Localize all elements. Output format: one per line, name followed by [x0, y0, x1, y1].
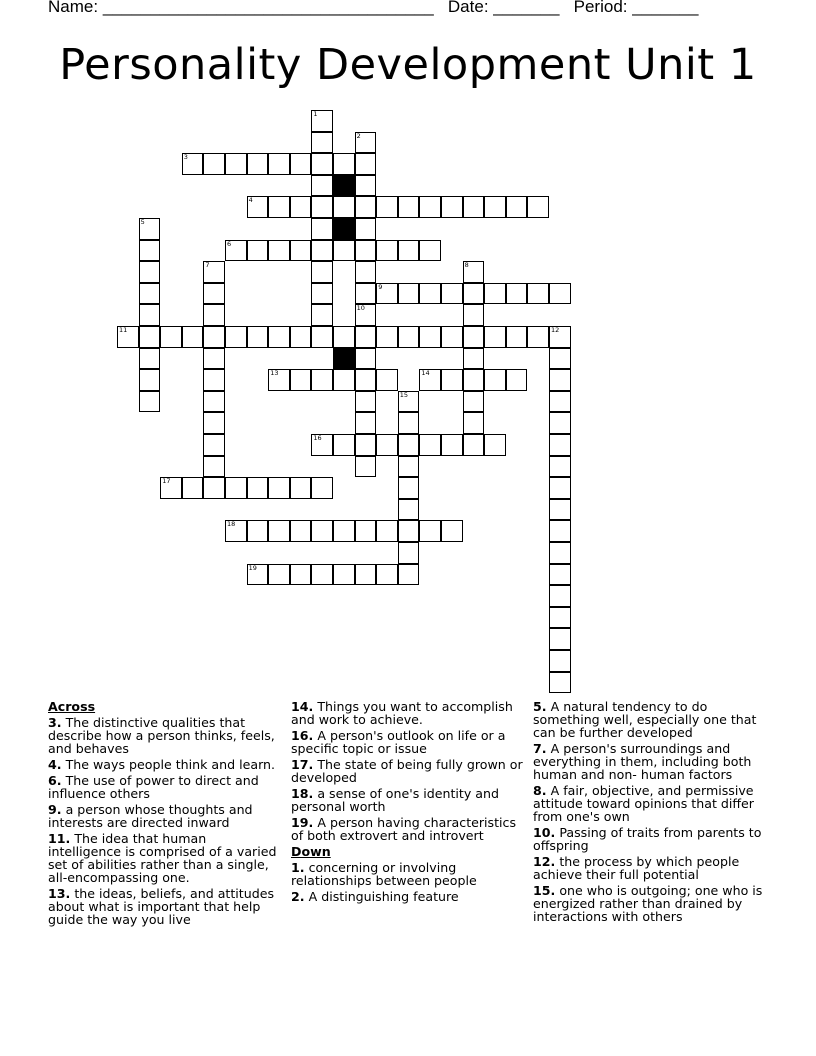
clue-number: 14.	[291, 699, 314, 714]
grid-cell[interactable]	[419, 434, 441, 456]
clue-text: Passing of traits from parents to offspring	[533, 825, 762, 853]
grid-cell[interactable]	[203, 348, 225, 370]
grid-cell[interactable]	[225, 153, 247, 175]
clue-number: 4.	[48, 757, 62, 772]
grid-cell[interactable]	[311, 261, 333, 283]
clue-down-7	[533, 742, 769, 781]
grid-cell[interactable]	[527, 196, 549, 218]
grid-cell[interactable]	[355, 520, 377, 542]
grid-cell[interactable]	[463, 261, 485, 283]
grid-cell[interactable]	[203, 153, 225, 175]
blocked-cell	[333, 348, 355, 370]
grid-cell[interactable]	[355, 218, 377, 240]
cell-number: 12	[551, 326, 560, 334]
grid-cell[interactable]	[549, 326, 571, 348]
cell-number: 4	[248, 196, 253, 205]
grid-cell[interactable]	[247, 240, 269, 262]
clue-across-6	[48, 774, 280, 800]
grid-cell[interactable]	[484, 283, 506, 305]
grid-cell[interactable]	[311, 369, 333, 391]
cell-number: 13	[270, 369, 279, 378]
grid-cell[interactable]	[139, 218, 161, 240]
clue-number: 19.	[291, 815, 314, 830]
grid-cell[interactable]	[506, 326, 528, 348]
grid-cell[interactable]	[355, 132, 377, 154]
grid-cell[interactable]	[376, 283, 398, 305]
grid-cell[interactable]	[290, 196, 312, 218]
clue-number: 12.	[533, 854, 556, 869]
clue-down-15	[533, 884, 769, 923]
clue-across-9	[48, 803, 280, 829]
grid-cell[interactable]	[203, 477, 225, 499]
grid-cell[interactable]	[139, 369, 161, 391]
grid-cell[interactable]	[355, 456, 377, 478]
grid-cell[interactable]	[355, 564, 377, 586]
grid-cell[interactable]	[311, 153, 333, 175]
grid-cell[interactable]	[203, 434, 225, 456]
grid-cell[interactable]	[549, 564, 571, 586]
grid-cell[interactable]	[355, 196, 377, 218]
grid-cell[interactable]	[484, 434, 506, 456]
grid-cell[interactable]	[311, 304, 333, 326]
cell-number: 3	[183, 153, 188, 162]
grid-cell[interactable]	[117, 326, 139, 348]
clue-number: 18.	[291, 786, 314, 801]
grid-cell[interactable]	[527, 283, 549, 305]
period-blank[interactable]: _______	[632, 0, 699, 16]
grid-cell[interactable]	[355, 240, 377, 262]
grid-cell[interactable]	[203, 391, 225, 413]
grid-cell[interactable]	[484, 369, 506, 391]
grid-cell[interactable]	[419, 283, 441, 305]
grid-cell[interactable]	[311, 175, 333, 197]
clue-text: The ways people think and learn.	[65, 757, 276, 772]
grid-cell[interactable]	[549, 585, 571, 607]
clue-across-17	[291, 758, 523, 784]
page-title: Personality Development Unit 1	[59, 40, 757, 90]
grid-cell[interactable]	[268, 564, 290, 586]
grid-cell[interactable]	[419, 520, 441, 542]
name-label: Name:	[48, 0, 99, 16]
across-clues-column-1	[48, 700, 280, 929]
cell-number: 7	[205, 261, 210, 270]
grid-cell[interactable]	[376, 564, 398, 586]
grid-cell[interactable]	[268, 196, 290, 218]
grid-cell[interactable]	[311, 520, 333, 542]
grid-cell[interactable]	[311, 283, 333, 305]
grid-cell[interactable]	[549, 391, 571, 413]
clue-across-19	[291, 816, 523, 842]
clue-text: The idea that human intelligence is comprised of a varied set of abilities rather than a single, all-encompassing one.	[48, 831, 277, 885]
grid-cell[interactable]	[139, 240, 161, 262]
grid-cell[interactable]	[463, 369, 485, 391]
clue-number: 1.	[291, 860, 305, 875]
grid-cell[interactable]	[290, 326, 312, 348]
grid-cell[interactable]	[311, 477, 333, 499]
clue-down-10	[533, 826, 769, 852]
grid-cell[interactable]	[463, 391, 485, 413]
cell-number: 5	[140, 218, 145, 226]
period-label: Period:	[573, 0, 628, 16]
grid-cell[interactable]	[376, 434, 398, 456]
grid-cell[interactable]	[355, 304, 377, 326]
grid-cell[interactable]	[355, 283, 377, 305]
clue-across-14	[291, 700, 523, 726]
cell-number: 11	[119, 326, 128, 334]
grid-cell[interactable]	[398, 456, 420, 478]
grid-cell[interactable]	[333, 240, 355, 262]
cell-number: 19	[248, 563, 257, 572]
grid-cell[interactable]	[139, 391, 161, 413]
down-clues-column-3	[533, 700, 769, 926]
grid-cell[interactable]	[376, 520, 398, 542]
grid-cell[interactable]	[463, 326, 485, 348]
grid-cell[interactable]	[203, 456, 225, 478]
blocked-cell	[333, 218, 355, 240]
grid-cell[interactable]	[549, 672, 571, 694]
grid-cell[interactable]	[398, 391, 420, 413]
grid-cell[interactable]	[268, 326, 290, 348]
cell-number: 9	[378, 282, 383, 291]
grid-cell[interactable]	[311, 564, 333, 586]
grid-cell[interactable]	[549, 477, 571, 499]
grid-cell[interactable]	[549, 283, 571, 305]
grid-cell[interactable]	[463, 412, 485, 434]
grid-cell[interactable]	[549, 348, 571, 370]
grid-cell[interactable]	[355, 175, 377, 197]
grid-cell[interactable]	[355, 391, 377, 413]
clue-number: 11.	[48, 831, 71, 846]
grid-cell[interactable]	[398, 434, 420, 456]
grid-cell[interactable]	[139, 283, 161, 305]
clue-text: A person's surroundings and everything in them, including both human and non- human factors	[533, 741, 752, 782]
grid-cell[interactable]	[290, 520, 312, 542]
grid-cell[interactable]	[333, 564, 355, 586]
down-heading: Down	[291, 844, 331, 859]
clue-number: 9.	[48, 802, 62, 817]
clue-number: 2.	[291, 889, 305, 904]
grid-cell[interactable]	[268, 520, 290, 542]
grid-cell[interactable]	[247, 153, 269, 175]
cell-number: 2	[356, 131, 361, 140]
grid-cell[interactable]	[333, 196, 355, 218]
grid-cell[interactable]	[549, 434, 571, 456]
grid-cell[interactable]	[139, 348, 161, 370]
grid-cell[interactable]	[203, 412, 225, 434]
grid-cell[interactable]	[398, 326, 420, 348]
cell-number: 16	[313, 434, 322, 442]
grid-cell[interactable]	[549, 520, 571, 542]
grid-cell[interactable]	[182, 153, 204, 175]
cell-number: 18	[227, 520, 236, 529]
grid-cell[interactable]	[355, 434, 377, 456]
clue-across-3	[48, 716, 280, 755]
grid-cell[interactable]	[333, 326, 355, 348]
grid-cell[interactable]	[355, 412, 377, 434]
grid-cell[interactable]	[333, 153, 355, 175]
grid-cell[interactable]	[441, 196, 463, 218]
grid-cell[interactable]	[355, 261, 377, 283]
grid-cell[interactable]	[419, 196, 441, 218]
grid-cell[interactable]	[376, 326, 398, 348]
grid-cell[interactable]	[225, 326, 247, 348]
clue-text: the ideas, beliefs, and attitudes about what is important that help guide the way you live	[48, 886, 275, 927]
grid-cell[interactable]	[441, 326, 463, 348]
grid-cell[interactable]	[333, 520, 355, 542]
cell-number: 8	[464, 261, 469, 270]
grid-cell[interactable]	[290, 240, 312, 262]
clue-across-18	[291, 787, 523, 813]
clue-text: Things you want to accomplish and work to achieve.	[291, 699, 513, 727]
grid-cell[interactable]	[311, 240, 333, 262]
grid-cell[interactable]	[506, 369, 528, 391]
clue-across-13	[48, 887, 280, 926]
grid-cell[interactable]	[506, 196, 528, 218]
grid-cell[interactable]	[225, 520, 247, 542]
grid-cell[interactable]	[463, 196, 485, 218]
grid-cell[interactable]	[268, 153, 290, 175]
grid-cell[interactable]	[398, 283, 420, 305]
grid-cell[interactable]	[549, 369, 571, 391]
grid-cell[interactable]	[398, 564, 420, 586]
grid-cell[interactable]	[441, 369, 463, 391]
grid-cell[interactable]	[355, 369, 377, 391]
grid-cell[interactable]	[398, 499, 420, 521]
grid-cell[interactable]	[549, 412, 571, 434]
grid-cell[interactable]	[311, 110, 333, 132]
grid-cell[interactable]	[527, 326, 549, 348]
grid-cell[interactable]	[247, 326, 269, 348]
grid-cell[interactable]	[398, 240, 420, 262]
cell-number: 10	[356, 304, 365, 313]
name-blank[interactable]: ___________________________________	[102, 0, 434, 16]
grid-cell[interactable]	[203, 283, 225, 305]
clue-number: 8.	[533, 783, 547, 798]
clue-number: 3.	[48, 715, 62, 730]
grid-cell[interactable]	[182, 477, 204, 499]
grid-cell[interactable]	[463, 434, 485, 456]
cell-number: 15	[399, 390, 409, 399]
clue-number: 13.	[48, 886, 71, 901]
grid-cell[interactable]	[419, 369, 441, 391]
grid-cell[interactable]	[398, 477, 420, 499]
grid-cell[interactable]	[203, 261, 225, 283]
clue-number: 15.	[533, 883, 556, 898]
clue-text: A natural tendency to do something well, especially one that can be further developed	[533, 699, 757, 740]
grid-cell[interactable]	[463, 283, 485, 305]
clue-down-5	[533, 700, 769, 739]
grid-cell[interactable]	[398, 196, 420, 218]
grid-cell[interactable]	[290, 369, 312, 391]
across-heading: Across	[48, 699, 96, 714]
grid-cell[interactable]	[463, 348, 485, 370]
clue-number: 17.	[291, 757, 314, 772]
date-blank[interactable]: _______	[493, 0, 560, 16]
clue-number: 5.	[533, 699, 547, 714]
grid-cell[interactable]	[549, 650, 571, 672]
cell-number: 6	[227, 239, 232, 248]
clue-number: 6.	[48, 773, 62, 788]
clues-column-2	[291, 700, 523, 906]
grid-cell[interactable]	[333, 369, 355, 391]
grid-cell[interactable]	[290, 564, 312, 586]
cell-number: 17	[162, 477, 171, 486]
clue-number: 16.	[291, 728, 314, 743]
clue-text: concerning or involving relationships between people	[291, 860, 477, 888]
date-label: Date:	[447, 0, 489, 16]
grid-cell[interactable]	[311, 132, 333, 154]
clue-across-11	[48, 832, 280, 884]
grid-cell[interactable]	[139, 261, 161, 283]
grid-cell[interactable]	[182, 326, 204, 348]
clue-text: The state of being fully grown or developed	[291, 757, 523, 785]
grid-cell[interactable]	[311, 218, 333, 240]
clue-text: The distinctive qualities that describe how a person thinks, feels, and behaves	[48, 715, 275, 756]
clue-across-4	[48, 758, 280, 771]
grid-cell[interactable]	[355, 326, 377, 348]
clue-text: A fair, objective, and permissive attitude toward opinions that differ from one's own	[533, 783, 754, 824]
grid-cell[interactable]	[463, 304, 485, 326]
grid-cell[interactable]	[484, 326, 506, 348]
grid-cell[interactable]	[333, 434, 355, 456]
clue-down-8	[533, 784, 769, 823]
grid-cell[interactable]	[355, 153, 377, 175]
grid-cell[interactable]	[376, 196, 398, 218]
grid-cell[interactable]	[311, 196, 333, 218]
grid-cell[interactable]	[549, 499, 571, 521]
grid-cell[interactable]	[139, 304, 161, 326]
grid-cell[interactable]	[549, 542, 571, 564]
clue-number: 7.	[533, 741, 547, 756]
clue-text: The use of power to direct and influence others	[48, 773, 259, 801]
clue-text: A person's outlook on life or a specific topic or issue	[291, 728, 506, 756]
grid-cell[interactable]	[290, 153, 312, 175]
grid-cell[interactable]	[549, 628, 571, 650]
clue-text: one who is outgoing; one who is energized rather than drained by interactions with others	[533, 883, 763, 924]
clue-text: the process by which people achieve their full potential	[533, 854, 740, 882]
grid-cell[interactable]	[290, 477, 312, 499]
grid-cell[interactable]	[247, 520, 269, 542]
blocked-cell	[333, 175, 355, 197]
grid-cell[interactable]	[268, 369, 290, 391]
grid-cell[interactable]	[419, 326, 441, 348]
grid-cell[interactable]	[376, 369, 398, 391]
grid-cell[interactable]	[419, 240, 441, 262]
grid-cell[interactable]	[484, 196, 506, 218]
grid-cell[interactable]	[549, 607, 571, 629]
grid-cell[interactable]	[247, 477, 269, 499]
grid-cell[interactable]	[376, 240, 398, 262]
grid-cell[interactable]	[225, 240, 247, 262]
grid-cell[interactable]	[160, 477, 182, 499]
grid-cell[interactable]	[506, 283, 528, 305]
cell-number: 1	[313, 110, 318, 118]
grid-cell[interactable]	[203, 304, 225, 326]
grid-cell[interactable]	[311, 326, 333, 348]
clue-text: a sense of one's identity and personal worth	[291, 786, 500, 814]
grid-cell[interactable]	[549, 456, 571, 478]
clue-number: 10.	[533, 825, 556, 840]
clue-text: a person whose thoughts and interests are directed inward	[48, 802, 253, 830]
grid-cell[interactable]	[398, 520, 420, 542]
grid-cell[interactable]	[398, 542, 420, 564]
grid-cell[interactable]	[203, 326, 225, 348]
grid-cell[interactable]	[247, 564, 269, 586]
clue-text: A distinguishing feature	[308, 889, 459, 904]
clue-text: A person having characteristics of both extrovert and introvert	[291, 815, 517, 843]
grid-cell[interactable]	[441, 520, 463, 542]
grid-cell[interactable]	[139, 326, 161, 348]
grid-cell[interactable]	[160, 326, 182, 348]
clue-across-16	[291, 729, 523, 755]
grid-cell[interactable]	[268, 240, 290, 262]
grid-cell[interactable]	[225, 477, 247, 499]
grid-cell[interactable]	[398, 412, 420, 434]
grid-cell[interactable]	[311, 434, 333, 456]
grid-cell[interactable]	[268, 477, 290, 499]
grid-cell[interactable]	[247, 196, 269, 218]
grid-cell[interactable]	[355, 348, 377, 370]
clue-down-1	[291, 861, 523, 887]
grid-cell[interactable]	[203, 369, 225, 391]
grid-cell[interactable]	[441, 434, 463, 456]
clue-down-2	[291, 890, 523, 903]
cell-number: 14	[421, 369, 430, 378]
clue-down-12	[533, 855, 769, 881]
grid-cell[interactable]	[441, 283, 463, 305]
